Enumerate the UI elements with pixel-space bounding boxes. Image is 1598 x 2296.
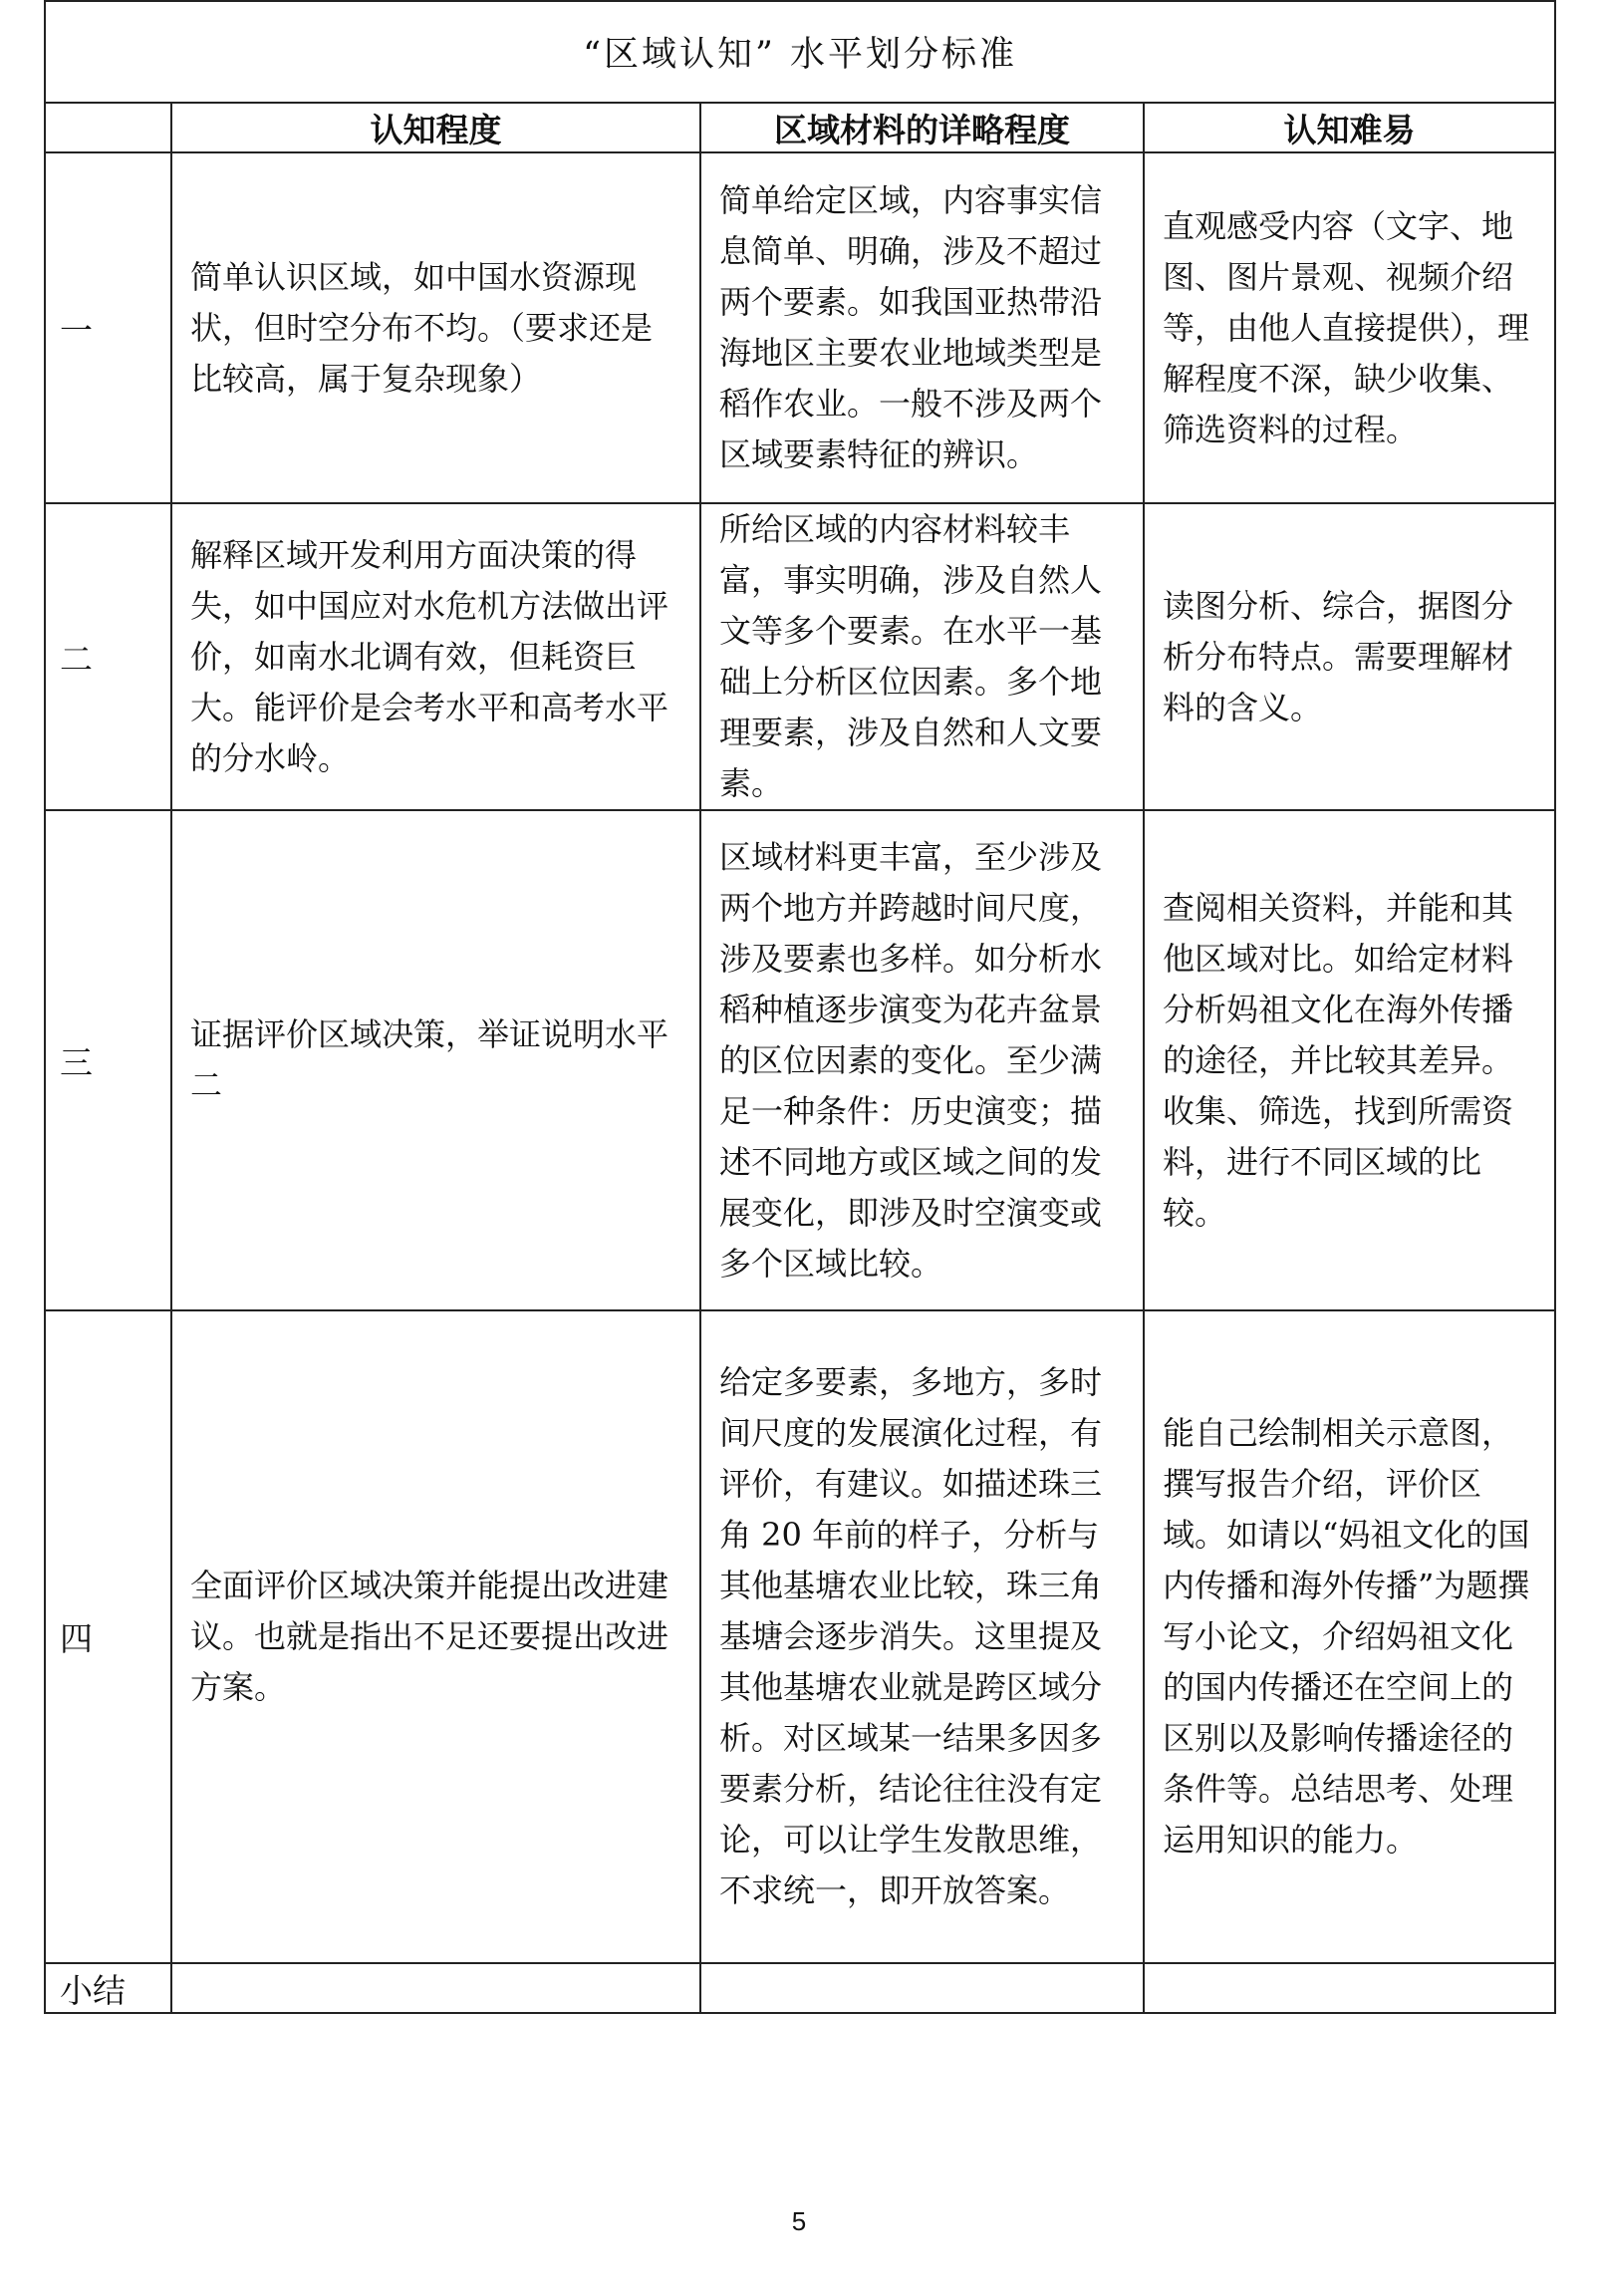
- difficulty-cell: 直观感受内容（文字、地图、图片景观、视频介绍等，由他人直接提供），理解程度不深，缺少收集、筛选资料的过程。: [1144, 152, 1555, 503]
- table-row: [45, 152, 1555, 503]
- difficulty-cell: 能自己绘制相关示意图，撰写报告介绍，评价区域。如请以“妈祖文化的国内传播和海外传播”为题撰写小论文，介绍妈祖文化的国内传播还在空间上的区别以及影响传播途径的条件等。总结思考、处理运用知识的能力。: [1144, 1310, 1555, 1963]
- summary-row: [45, 1963, 1555, 2013]
- difficulty-cell: 查阅相关资料，并能和其他区域对比。如给定材料分析妈祖文化在海外传播的途径，并比较其差异。收集、筛选，找到所需资料，进行不同区域的比较。: [1144, 810, 1555, 1310]
- material-cell: 区域材料更丰富，至少涉及两个地方并跨越时间尺度，涉及要素也多样。如分析水稻种植逐步演变为花卉盆景的区位因素的变化。至少满足一种条件：历史演变；描述不同地方或区域之间的发展变化，即涉及时空演变或多个区域比较。: [700, 810, 1144, 1310]
- summary-label: 小结: [45, 1963, 171, 2013]
- table-row: [45, 810, 1555, 1310]
- level-label: 三: [45, 810, 171, 1310]
- level-label: 二: [45, 503, 171, 810]
- level-label: 一: [45, 152, 171, 503]
- difficulty-cell: 读图分析、综合，据图分析分布特点。需要理解材料的含义。: [1144, 503, 1555, 810]
- cognition-cell: 简单认识区域，如中国水资源现状，但时空分布不均。（要求还是比较高，属于复杂现象）: [171, 152, 700, 503]
- material-cell: 所给区域的内容材料较丰富，事实明确，涉及自然人文等多个要素。在水平一基础上分析区位因素。多个地理要素，涉及自然和人文要素。: [700, 503, 1144, 810]
- header-cognition: 认知程度: [171, 103, 700, 152]
- cognition-cell: 全面评价区域决策并能提出改进建议。也就是指出不足还要提出改进方案。: [171, 1310, 700, 1963]
- summary-cognition-cell: [171, 1963, 700, 2013]
- header-difficulty: 认知难易: [1144, 103, 1555, 152]
- page-number: 5: [791, 2206, 807, 2236]
- table-row: [45, 1310, 1555, 1963]
- level-label: 四: [45, 1310, 171, 1963]
- header-level: [45, 103, 171, 152]
- summary-difficulty-cell: [1144, 1963, 1555, 2013]
- header-material: 区域材料的详略程度: [700, 103, 1144, 152]
- table-row: [45, 503, 1555, 810]
- material-cell: 简单给定区域，内容事实信息简单、明确，涉及不超过两个要素。如我国亚热带沿海地区主要农业地域类型是稻作农业。一般不涉及两个区域要素特征的辨识。: [700, 152, 1144, 503]
- cognition-cell: 证据评价区域决策，举证说明水平二: [171, 810, 700, 1310]
- summary-material-cell: [700, 1963, 1144, 2013]
- table-header-row: [45, 103, 1555, 152]
- cognition-cell: 解释区域开发利用方面决策的得失，如中国应对水危机方法做出评价，如南水北调有效，但耗资巨大。能评价是会考水平和高考水平的分水岭。: [171, 503, 700, 810]
- table-title: “区域认知” 水平划分标准: [45, 1, 1555, 103]
- material-cell: 给定多要素，多地方，多时间尺度的发展演化过程，有评价，有建议。如描述珠三角 20 年前的样子，分析与其他基塘农业比较，珠三角基塘会逐步消失。这里提及其他基塘农业就是跨区域分析。对区域某一结果多因多要素分析，结论往往没有定论，可以让学生发散思维，不求统一，即开放答案。: [700, 1310, 1144, 1963]
- standards-table: [44, 0, 1556, 2014]
